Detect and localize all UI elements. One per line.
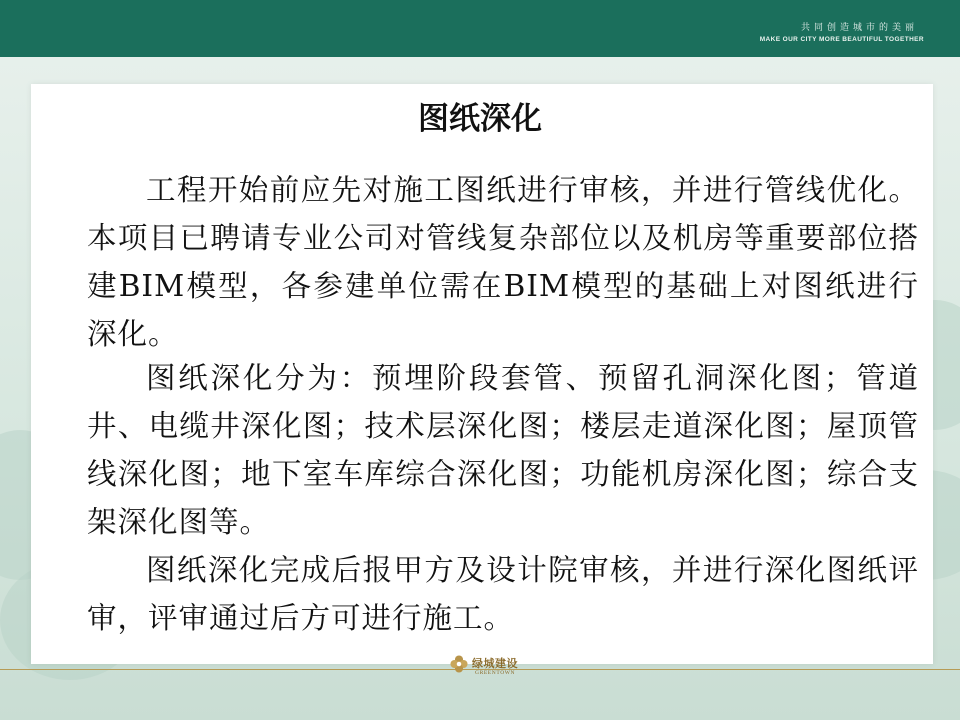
clover-logo-icon <box>450 655 468 673</box>
body-paragraph: 图纸深化完成后报甲方及设计院审核，并进行深化图纸评审，评审通过后方可进行施工。 <box>87 553 919 635</box>
header-slogan-cn: 共同创造城市的美丽 <box>800 23 918 33</box>
header-bar <box>0 0 960 57</box>
body-paragraph: 图纸深化分为：预埋阶段套管、预留孔洞深化图；管道井、电缆井深化图；技术层深化图；楼层走道深化图；屋顶管线深化图；地下室车库综合深化图；功能机房深化图；综合支架深化图等。 <box>87 361 919 539</box>
company-logo <box>450 653 540 681</box>
header-slogan-en: MAKE OUR CITY MORE BEAUTIFUL TOGETHER <box>759 36 924 43</box>
slide-title: 图纸深化 <box>418 101 542 137</box>
logo-name: 绿城建设 <box>472 657 518 670</box>
body-paragraph: 工程开始前应先对施工图纸进行审核，并进行管线优化。本项目已聘请专业公司对管线复杂部位以及机房等重要部位搭建BIM模型，各参建单位需在BIM模型的基础上对图纸进行深化。 <box>87 173 919 351</box>
logo-name-en: GREENTOWN <box>475 670 516 676</box>
